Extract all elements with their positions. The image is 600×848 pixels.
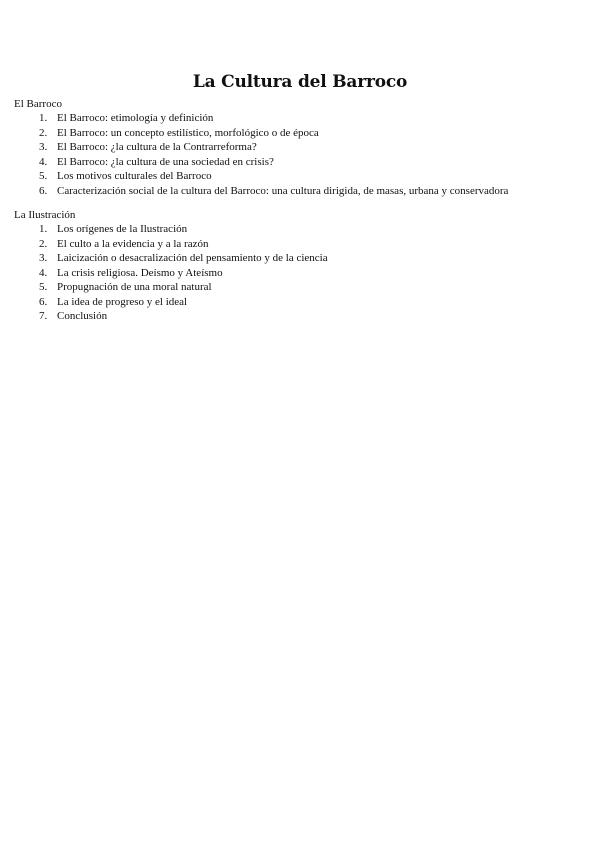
list-item [14, 184, 584, 199]
item-text: Conclusión [57, 310, 108, 322]
list-item [14, 237, 584, 252]
item-number: 7. [39, 310, 48, 322]
list-item [14, 126, 584, 141]
section-heading: El Barroco [14, 98, 62, 110]
list-item [14, 222, 584, 237]
list-item [14, 295, 584, 310]
item-number: 3. [39, 252, 48, 264]
page-title: La Cultura del Barroco [192, 72, 408, 92]
item-number: 2. [39, 237, 48, 250]
item-text: El Barroco: ¿la cultura de la Contrarreforma? [57, 141, 257, 153]
item-number: 4. [39, 266, 48, 279]
list-item [14, 251, 584, 266]
item-text: Propugnación de una moral natural [57, 281, 212, 293]
list-item [14, 155, 584, 170]
list-item [14, 266, 584, 281]
list-item [14, 169, 584, 184]
section-list [14, 222, 584, 324]
item-number: 4. [39, 155, 48, 168]
list-item [14, 111, 584, 126]
item-text: El Barroco: un concepto estilístico, morfológico o de época [57, 126, 319, 139]
item-text: Los motivos culturales del Barroco [57, 170, 212, 182]
item-number: 3. [39, 141, 48, 153]
item-text: Caracterización social de la cultura del Barroco: una cultura dirigida, de masas, urbana y conservadora [57, 184, 509, 197]
item-text: El Barroco: ¿la cultura de una sociedad en crisis? [57, 155, 274, 168]
list-item [14, 309, 584, 324]
item-number: 5. [39, 170, 48, 182]
item-text: El Barroco: etimología y definición [57, 112, 214, 124]
item-number: 1. [39, 223, 48, 235]
item-text: La idea de progreso y el ideal [57, 295, 188, 308]
item-number: 2. [39, 126, 48, 139]
item-number: 6. [39, 184, 48, 197]
item-text: Los orígenes de la Ilustración [57, 223, 188, 235]
list-item [14, 140, 584, 155]
item-number: 6. [39, 295, 48, 308]
section-list [14, 111, 584, 198]
list-item [14, 280, 584, 295]
section-el-barroco [14, 97, 584, 198]
item-text: El culto a la evidencia y a la razón [57, 237, 209, 250]
item-text: La crisis religiosa. Deísmo y Ateísmo [57, 266, 223, 279]
section-heading: La Ilustración [14, 209, 76, 221]
item-number: 1. [39, 112, 48, 124]
item-text: Laicización o desacralización del pensamiento y de la ciencia [57, 252, 328, 264]
section-la-ilustracion [14, 208, 584, 324]
item-number: 5. [39, 281, 48, 293]
